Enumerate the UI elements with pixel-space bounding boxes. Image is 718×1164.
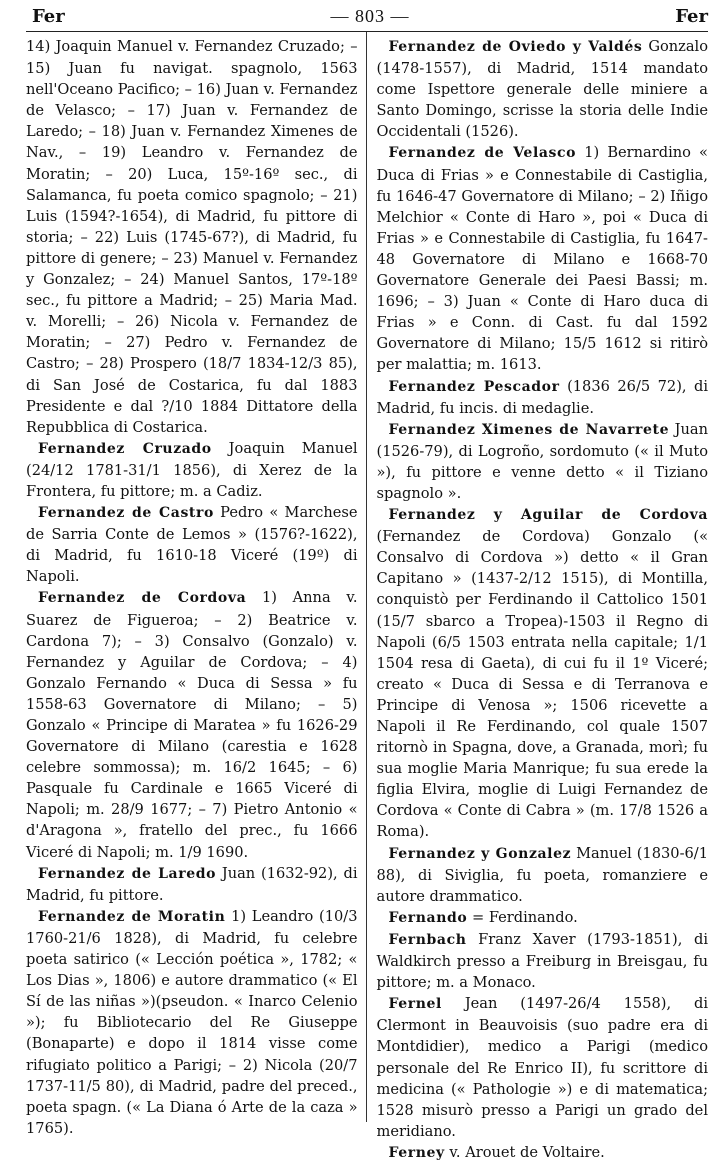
entry bbox=[26, 906, 358, 1139]
columns bbox=[26, 32, 709, 1161]
entry-headword: Fernandez y Aguilar de Cordova bbox=[388, 507, 708, 524]
entry-headword: Ferney bbox=[388, 1144, 445, 1161]
entry bbox=[377, 36, 709, 142]
entry-text: = Ferdinando. bbox=[467, 908, 578, 926]
entry bbox=[26, 863, 358, 906]
entry bbox=[377, 843, 709, 907]
entry bbox=[26, 587, 358, 862]
entry-text: 1) Leandro (10/3 1760-21/6 1828), di Madrid, fu celebre poeta satirico (« Lección poética », 1782; « Los Dias », 1806) e autore drammatico (« El Sí de las niñas »)(pseudon. « Inarco Celenio »); fu Bibliotecario del Re Giuseppe (Bonaparte) e dopo il 1814 visse come rifugiato politico a Parigi; – 2) Nicola (20/7 1737-11/5 80), di Madrid, padre del preced., poeta spagn. (« La Diana ó Arte de la caza » 1765). bbox=[26, 907, 358, 1137]
entry-text: Gonzalo (1478-1557), di Madrid, 1514 mandato come Ispettore generale delle miniere a Santo Domingo, scrisse la storia delle Indie Occidentali (1526). bbox=[376, 38, 709, 141]
running-header bbox=[26, 6, 708, 28]
entry-headword: Fernandez y Gonzalez bbox=[388, 845, 572, 862]
entry-text: Manuel (1830-6/1 88), di Siviglia, fu poeta, romanziere e autore drammatico. bbox=[376, 844, 708, 905]
entry bbox=[26, 438, 358, 502]
left-column bbox=[26, 32, 366, 1137]
entry-text: 1) Bernardino « Duca di Frias » e Connestabile di Castiglia, fu 1646-47 Governatore di Milano; – 2) Iñigo Melchior « Conte di Haro », poi « Duca di Frias » e Connestabile di Castiglia, fu 1647-48 Governatore di Milano e 1668-70 Governatore Generale dei Paesi Bassi; m. 1696; – 3) Juan « Conte di Haro duca di Frias » e Conn. di Cast. fu dal 1592 Governatore di Milano; 15/5 1612 si ritirò per malattia; m. 1613. bbox=[376, 144, 708, 374]
right-column bbox=[367, 32, 709, 1161]
header-left-word: Fer bbox=[32, 6, 65, 27]
entry-text: (1836 26/5 72), di Madrid, fu incis. di medaglie. bbox=[376, 377, 709, 417]
entry-text: v. Arouet de Voltaire. bbox=[444, 1143, 605, 1161]
entry bbox=[377, 929, 709, 993]
entry-headword: Fernel bbox=[388, 996, 442, 1013]
entry-headword: Fernandez de Laredo bbox=[38, 865, 217, 882]
header-right-word: Fer bbox=[675, 6, 708, 27]
entry-text: Joaquin Manuel (24/12 1781-31/1 1856), di Xerez de la Frontera, fu pittore; m. a Cadiz. bbox=[26, 439, 358, 500]
entry-headword: Fernandez Pescador bbox=[388, 378, 560, 395]
entry bbox=[26, 502, 358, 587]
entry bbox=[377, 1142, 709, 1164]
entry-text: Jean (1497-26/4 1558), di Clermont in Beauvoisis (suo padre era di Montdidier), medico a Parigi (medico personale del Re Enrico II), fu scrittore di medicina (« Pathologie ») e di matematica; 1528 misurò presso a Parigi un grado del meridiano. bbox=[376, 995, 708, 1140]
entry-headword: Fernbach bbox=[388, 931, 467, 948]
entry-text: Juan (1526-79), di Logroño, sordomuto (« il Muto »), fu pittore e venne detto « il Tiziano spagnolo ». bbox=[376, 420, 708, 502]
entry-headword: Fernandez de Oviedo y Valdés bbox=[388, 39, 643, 55]
entry bbox=[377, 504, 709, 843]
page-number: — 803 — bbox=[330, 6, 410, 26]
entry-headword: Fernandez de Velasco bbox=[388, 145, 577, 162]
entry bbox=[377, 419, 709, 504]
entry-headword: Fernandez de Cordova bbox=[38, 590, 247, 607]
entry-text: Franz Xaver (1793-1851), di Waldkirch presso a Freiburg in Breisgau, fu pittore; m. a Monaco. bbox=[376, 930, 708, 992]
entry bbox=[377, 907, 709, 929]
entry bbox=[377, 142, 709, 375]
entry-headword: Fernandez de Castro bbox=[38, 505, 214, 522]
entry bbox=[26, 36, 358, 438]
entry-text: 1) Anna v. Suarez de Figueroa; – 2) Beatrice v. Cardona 7); – 3) Consalvo (Gonzalo) v. Fernandez y Aguilar de Cordova; – 4) Gonzalo Fernando « Duca di Sessa » fu 1558-63 Governatore di Milano; – 5) Gonzalo « Principe di Maratea » fu 1626-29 Governatore di Milano (carestia e 1628 celebre sommossa); m. 16/2 1645; – 6) Pasquale fu Cardinale e 1665 Viceré di Napoli; m. 28/9 1677; – 7) Pietro Antonio « d'Aragona », fratello del prec., fu 1666 Viceré di Napoli; m. 1/9 1690. bbox=[26, 589, 358, 861]
entry-headword: Fernandez Ximenes de Navarrete bbox=[388, 421, 670, 438]
entry-headword: Fernandez de Moratin bbox=[38, 908, 226, 925]
entry-text: (Fernandez de Cordova) Gonzalo (« Consalvo di Cordova ») detto « il Gran Capitano » (1437-2/12 1515), di Montilla, conquistò per Ferdinando il Cattolico 1501 (15/7 sbarco a Tropea)-1503 il Regno di Napoli (6/5 1503 entrata nella capitale; 1/1 1504 resa di Gaeta), di cui fu il 1º Viceré; creato « Duca di Sessa e di Terranova e Principe di Venosa »; 1506 ricevette a Napoli il Re Ferdinando, col quale 1507 ritornò in Spagna, dove, a Granada, morì; fu sua moglie Maria Manrique; fu sua erede la figlia Elvira, moglie di Luigi Fernandez de Cordova « Conte di Cabra » (m. 17/8 1526 a Roma). bbox=[376, 528, 708, 841]
entry bbox=[377, 376, 709, 419]
entry-text: Pedro « Marchese de Sarria Conte de Lemos » (1576?-1622), di Madrid, fu 1610-18 Viceré (19º) di Napoli. bbox=[26, 504, 358, 586]
entry-headword: Fernandez Cruzado bbox=[38, 440, 212, 457]
entry-headword: Fernando bbox=[388, 909, 468, 926]
entry-text: Juan (1632-92), di Madrid, fu pittore. bbox=[26, 864, 358, 904]
entry bbox=[377, 993, 709, 1142]
entry-text: 14) Joaquin Manuel v. Fernandez Cruzado; – 15) Juan fu navigat. spagnolo, 1563 nell'Oceano Pacifico; – 16) Juan v. Fernandez de Velasco; – 17) Juan v. Fernandez de Laredo; – 18) Juan v. Fernandez Ximenes de Nav., – 19) Leandro v. Fernandez de Moratin; – 20) Luca, 15º-16º sec., di Salamanca, fu poeta comico spagnolo; – 21) Luis (1594?-1654), di Madrid, fu pittore di storia; – 22) Luis (1745-67?), di Madrid, fu pittore di genere; – 23) Manuel v. Fernandez y Gonzalez; – 24) Manuel Santos, 17º-18º sec., fu pittore a Madrid; – 25) Maria Mad. v. Morelli; – 26) Nicola v. Fernandez de Moratin; – 27) Pedro v. Fernandez de Castro; – 28) Prospero (18/7 1834-12/3 85), di San José de Costarica, fu dal 1883 Presidente e dal ?/10 1884 Dittatore della Repubblica di Costarica. bbox=[26, 38, 358, 436]
